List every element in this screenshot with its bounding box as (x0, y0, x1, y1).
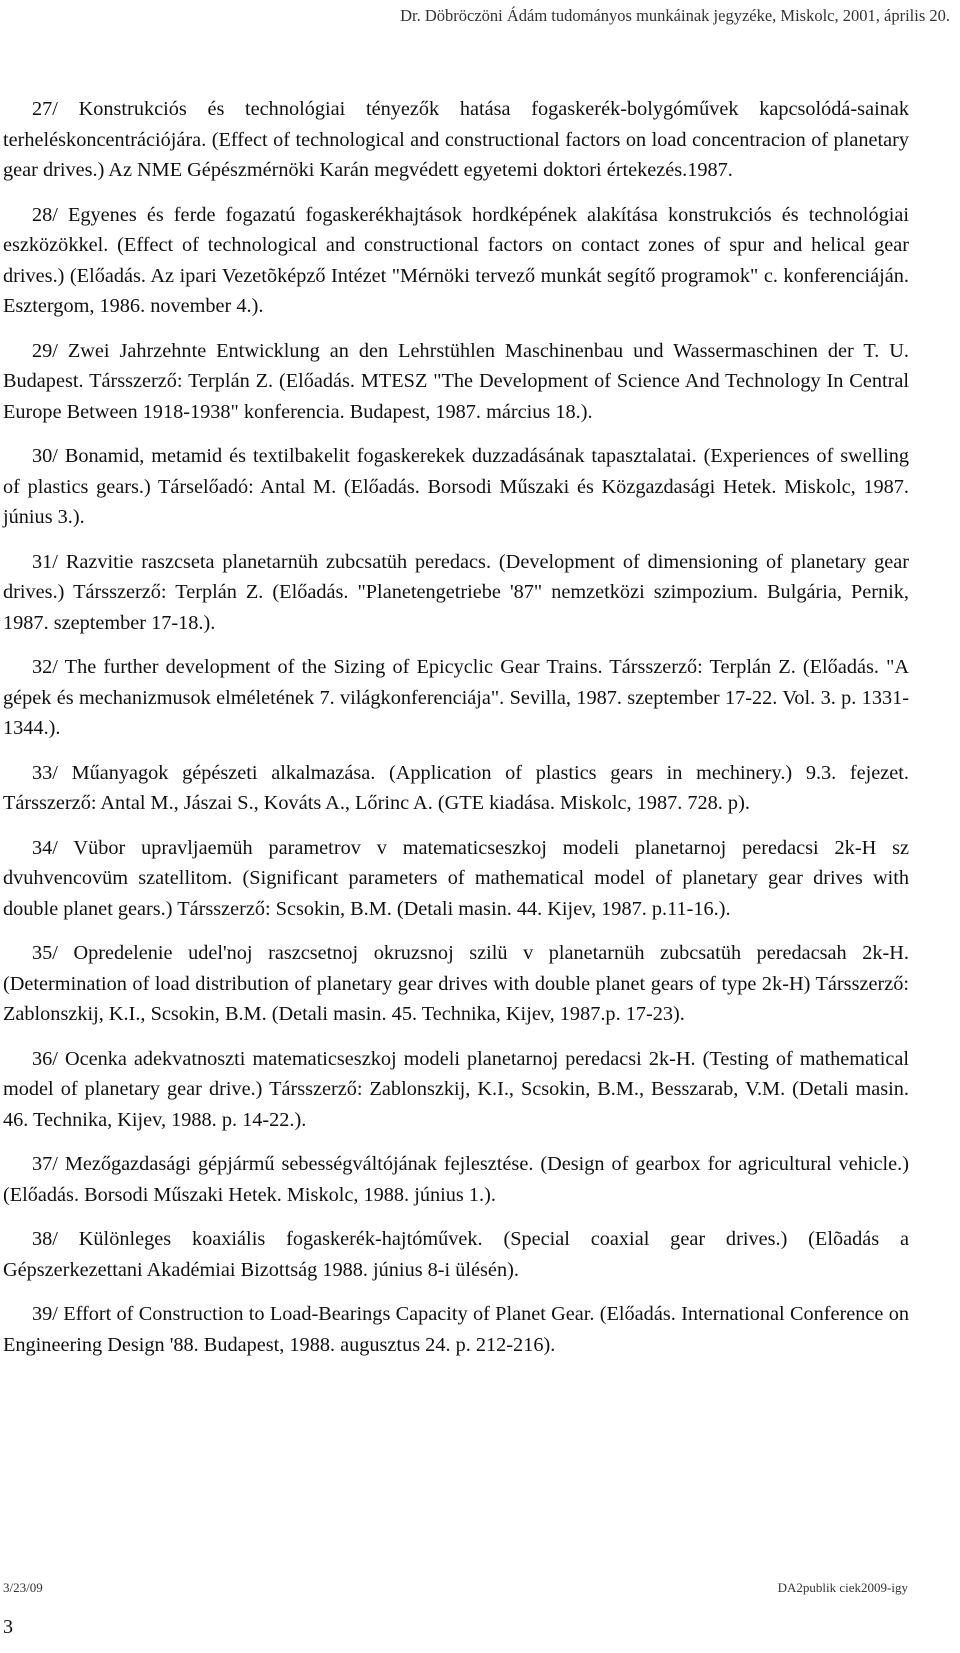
publication-entry-31: 31/ Razvitie raszcseta planetarnüh zubcsatüh peredacs. (Development of dimensioning of planetary gear drives.) Társszerző: Terplán Z. (Előadás. "Planetengetriebe '87" nemzetközi szimpozium. Bulgária, Pernik, 1987. szeptember 17-18.). (3, 550, 909, 634)
publication-entry-35: 35/ Opredelenie udel'noj raszcsetnoj okruzsnoj szilü v planetarnüh zubcsatüh peredacsah 2k-H. (Determination of load distribution of planetary gear drives with double planet gears of type 2k-H) Társszerző: Zablonszkij, K.I., Scsokin, B.M. (Detali masin. 45. Technika, Kijev, 1987.p. 17-23). (3, 942, 909, 1025)
publication-list (3, 94, 909, 1374)
publication-entry-29: 29/ Zwei Jahrzehnte Entwicklung an den Lehrstühlen Maschinenbau und Wassermaschinen der T. U. Budapest. Társszerző: Terplán Z. (Előadás. MTESZ "The Development of Science And Technology In Central Europe Between 1918-1938" konferencia. Budapest, 1987. március 18.). (3, 339, 909, 423)
publication-entry-30: 30/ Bonamid, metamid és textilbakelit fogaskerekek duzzadásának tapasztalatai. (Experiences of swelling of plastics gears.) Társelőadó: Antal M. (Előadás. Borsodi Műszaki és Közgazdasági Hetek. Miskolc, 1987. június 3.). (3, 445, 909, 528)
publication-entry-28: 28/ Egyenes és ferde fogazatú fogaskerékhajtások hordképének alakítása konstrukciós és technológiai eszközökkel. (Effect of technological and constructional factors on contact zones of spur and helical gear drives.) (Előadás. Az ipari Vezetõképző Intézet "Mérnöki tervező munkát segítő programok" c. konferenciáján. Esztergom, 1986. november 4.). (3, 203, 909, 317)
publication-entry-27: 27/ Konstrukciós és technológiai tényezők hatása fogaskerék-bolygóművek kapcsolódá-sainak terheléskoncentrációjára. (Effect of technological and constructional factors on load concentracion of planetary gear drives.) Az NME Gépészmérnöki Karán megvédett egyetemi doktori értekezés.1987. (3, 98, 909, 181)
footer-filename: DA2publik ciek2009-igy (777, 1580, 908, 1595)
publication-entry-38: 38/ Különleges koaxiális fogaskerék-hajtóművek. (Special coaxial gear drives.) (Elõadás a Gépszerkezettani Akadémiai Bizottság 1988. június 8-i ülésén). (3, 1228, 909, 1281)
publication-entry-34: 34/ Vübor upravljaemüh parametrov v matematicseszkoj modeli planetarnoj peredacsi 2k-H sz dvuhvencovüm szatellitom. (Significant parameters of mathematical model of planetary gear drives with double planet gears.) Társszerző: Scsokin, B.M. (Detali masin. 44. Kijev, 1987. p.11-16.). (3, 836, 909, 920)
publication-entry-36: 36/ Ocenka adekvatnoszti matematicseszkoj modeli planetarnoj peredacsi 2k-H. (Testing of mathematical model of planetary gear drive.) Társszerző: Zablonszkij, K.I., Scsokin, B.M., Besszarab, V.M. (Detali masin. 46. Technika, Kijev, 1988. p. 14-22.). (3, 1047, 909, 1131)
publication-entry-32: 32/ The further development of the Sizing of Epicyclic Gear Trains. Társszerző: Terplán Z. (Előadás. "A gépek és mechanizmusok elméletének 7. világkonferenciája". Sevilla, 1987. szeptember 17-22. Vol. 3. p. 1331-1344.). (3, 656, 909, 739)
page-number: 3 (3, 1616, 13, 1638)
publication-entry-39: 39/ Effort of Construction to Load-Bearings Capacity of Planet Gear. (Előadás. International Conference on Engineering Design '88. Budapest, 1988. augusztus 24. p. 212-216). (3, 1303, 909, 1356)
running-header: Dr. Döbröczöni Ádám tudományos munkáinak jegyzéke, Miskolc, 2001, április 20. (400, 6, 950, 25)
footer-date: 3/23/09 (3, 1580, 43, 1595)
publication-entry-37: 37/ Mezőgazdasági gépjármű sebességváltójának fejlesztése. (Design of gearbox for agricultural vehicle.) (Előadás. Borsodi Műszaki Hetek. Miskolc, 1988. június 1.). (3, 1153, 909, 1206)
publication-entry-33: 33/ Műanyagok gépészeti alkalmazása. (Application of plastics gears in mechinery.) 9.3. fejezet. Társszerző: Antal M., Jászai S., Kováts A., Lőrinc A. (GTE kiadása. Miskolc, 1987. 728. p). (3, 761, 909, 814)
